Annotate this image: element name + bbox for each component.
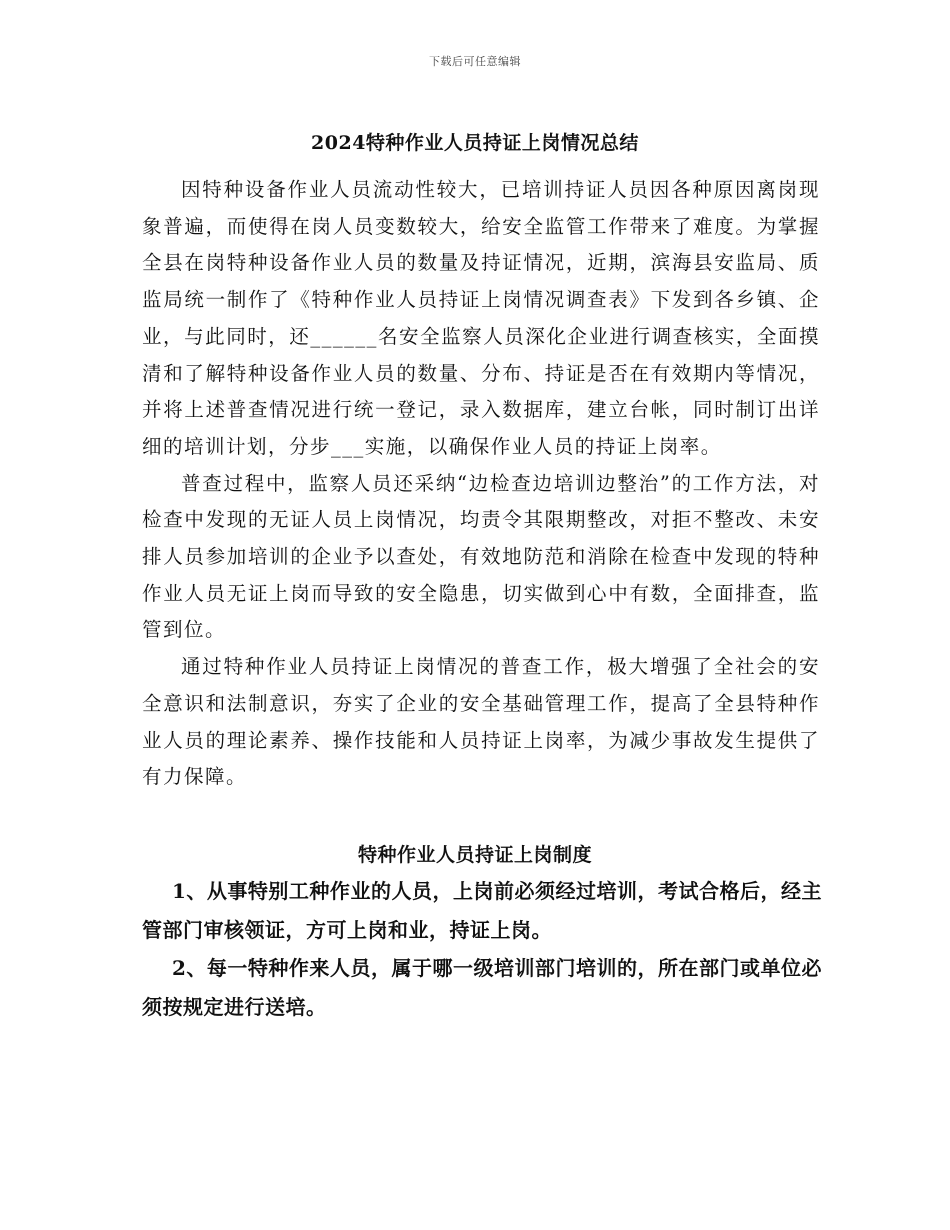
- body-paragraph-2: 普查过程中，监察人员还采纳“边检查边培训边整治”的工作方法，对检查中发现的无证人员上岗情况，均责令其限期整改，对拒不整改、未安排人员参加培训的企业予以查处，有效地防范和消除在检查中发现的特种作业人员无证上岗而导致的安全隐患，切实做到心中有数，全面排查，监管到位。: [142, 471, 820, 642]
- summary-body: [142, 172, 820, 796]
- section-title: 特种作业人员持证上岗制度: [357, 844, 592, 866]
- rule-item-1: 1、从事特别工种作业的人员，上岗前必须经过培训，考试合格后，经主管部门审核领证，方可上岗和业，持证上岗。: [142, 879, 822, 942]
- header-note: 下载后可任意编辑: [429, 55, 521, 68]
- body-paragraph-1: 因特种设备作业人员流动性较大，已培训持证人员因各种原因离岗现象普遍，而使得在岗人员变数较大，给安全监管工作带来了难度。为掌握全县在岗特种设备作业人员的数量及持证情况，近期，滨海县安监局、质监局统一制作了《特种作业人员持证上岗情况调查表》下发到各乡镇、企业，与此同时，还______名安全监察人员深化企业进行调查核实，全面摸清和了解特种设备作业人员的数量、分布、持证是否在有效期内等情况，并将上述普查情况进行统一登记，录入数据库，建立台帐，同时制订出详细的培训计划，分步___实施，以确保作业人员的持证上岗率。: [142, 178, 820, 458]
- document-title: 2024特种作业人员持证上岗情况总结: [311, 132, 639, 154]
- rule-item-2: 2、每一特种作来人员，属于哪一级培训部门培训的，所在部门或单位必须按规定进行送培。: [142, 956, 822, 1019]
- body-paragraph-3: 通过特种作业人员持证上岗情况的普查工作，极大增强了全社会的安全意识和法制意识，夯实了企业的安全基础管理工作，提高了全县特种作业人员的理论素养、操作技能和人员持证上岗率，为减少事故发生提供了有力保障。: [142, 655, 820, 789]
- rules-list: [142, 872, 822, 1026]
